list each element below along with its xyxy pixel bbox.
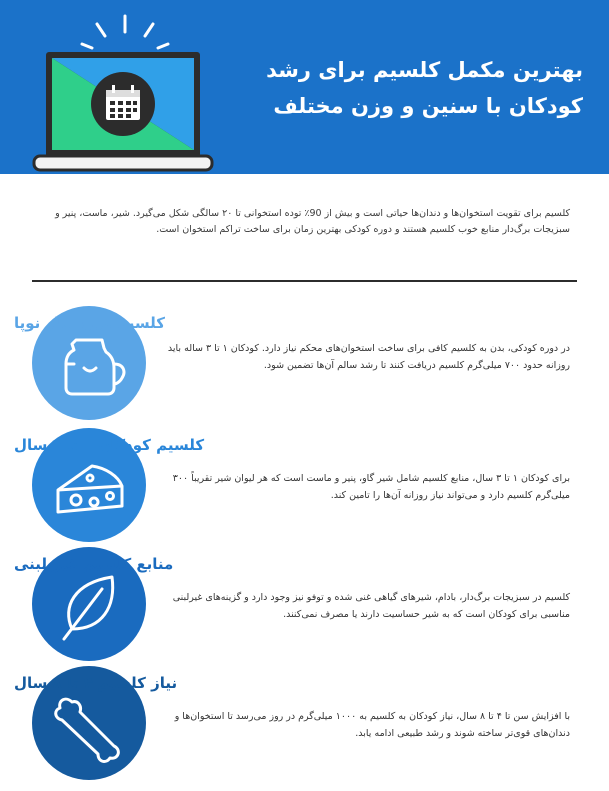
section-body: در دوره کودکی، بدن به کلسیم کافی برای ساخت استخوان‌های محکم نیاز دارد. کودکان ۱ تا ۳ ساله باید روزانه حدود ۷۰۰ میلی‌گرم کلسیم دریافت کنند تا رشد سالم آن‌ها تضمین شود. [167, 343, 570, 371]
header-banner [0, 0, 609, 174]
section-title: منابع کلسیم غیر لبنی [14, 555, 174, 573]
section-title: نیاز کلسیم ۴ تا ۸ سال [14, 674, 178, 692]
section-body: برای کودکان ۱ تا ۳ سال، منابع کلسیم شامل شیر گاو، پنیر و ماست است که هر لیوان شیر تقریباً ۳۰۰ میلی‌گرم کلسیم دارد و می‌تواند نیاز روزانه آن‌ها را تامین کند. [172, 473, 570, 501]
divider [32, 280, 577, 282]
section-non-dairy [0, 547, 609, 667]
page-title: بهترین مکمل کلسیم برای رشد کودکان با سنین و وزن مختلف [266, 58, 583, 118]
section-title: کلسیم کودکان ۱ تا ۳ سال [14, 436, 205, 454]
section-body: با افزایش سن تا ۴ تا ۸ سال، نیاز کودکان به کلسیم به ۱۰۰۰ میلی‌گرم در روز می‌رسد تا استخوان‌ها و دندان‌های قوی‌تر ساخته شوند و رشد طبیعی ادامه یابد. [174, 711, 570, 739]
section-toddler-calcium [0, 306, 609, 426]
section-title: کلسیم مورد نیاز نوپا [14, 314, 166, 332]
section-body: کلسیم در سبزیجات برگ‌دار، بادام، شیرهای گیاهی غنی شده و توفو نیز وجود دارد و گزینه‌های غیرلبنی مناسبی برای کودکان است که به شیر حساسیت دارند یا مصرف نمی‌کنند. [172, 592, 570, 620]
intro-paragraph: کلسیم برای تقویت استخوان‌ها و دندان‌ها حیاتی است و بیش از 90٪ توده استخوانی تا ۲۰ سالگی شکل می‌گیرد. شیر، ماست، پنیر و سبزیجات برگ‌دار منابع خوب کلسیم هستند و دوره کودکی بهترین زمان برای ساخت تراکم استخوان است. [55, 208, 570, 235]
section-age-1-3 [0, 428, 609, 548]
section-age-4-8 [0, 666, 609, 786]
laptop-calendar-icon [30, 10, 220, 174]
